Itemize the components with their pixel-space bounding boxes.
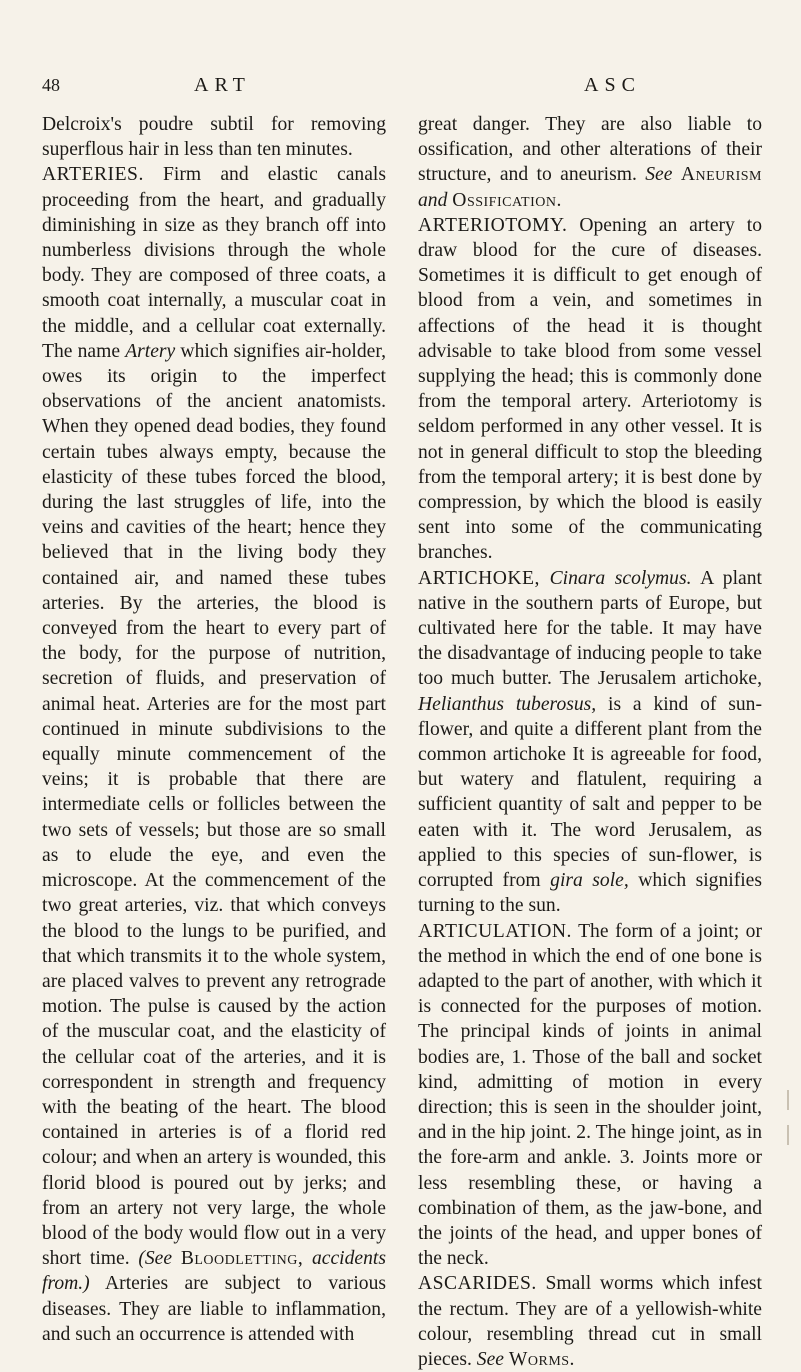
see-open: (See xyxy=(138,1248,173,1270)
entry-continuation-arteries: great danger. They are also liable to ossification, and other alterations of their structure, and to aneurism. See Aneurism and Ossification. xyxy=(418,114,762,211)
cross-reference-worms: Worms. xyxy=(508,1348,575,1370)
entry-articulation: ARTICULATION. The form of a joint; or the method in which the end of one bone is adapted to the part of another, with which it is connected for the purposes of motion. The principal kinds of joints in animal bodies are, 1. Those of the ball and socket kind, admitting of motion in every direction; this is seen in the shoulder joint, and in the hip joint. 2. The hinge joint, as in the fore-arm and ankle. 3. Joints more or less resembling these, or having a combination of them, as the jaw-bone, and the joints of the head, and upper bones of the neck. xyxy=(418,920,762,1270)
entry-arteries: ARTERIES. Firm and elastic canals proceeding from the heart, and gradually diminishing in size as they branch off into numberless divisions through the whole body. They are composed of three coats, a smooth coat internally, a muscular coat in the middle, and a cellular coat externally. The name Artery which signifies air-holder, owes its origin to the imperfect observations of the ancient anatomists. When they opened dead bodies, they found certain tubes always empty, because the elasticity of these tubes forced the blood, during the last struggles of life, into the veins and cavities of the heart; hence they believed that in the living body they contained air, and named these tubes arteries. By the arteries, the blood is conveyed from the heart to every part of the body, for the purpose of nutrition, secretion of fluids, and preservation of animal heat. Arteries are for the most part continued in minute subdivisions to the equally minute commencement of the veins; it is probable that there are intermediate cells or follicles between the two sets of vessels; but those are so small as to elude the eye, and even the microscope. At the commencement of the two great arteries, viz. that which conveys the blood to the lungs to be purified, and that which transmits it to the whole system, are placed valves to prevent any retrograde motion. The pulse is caused by the action of the muscular coat, and the elasticity of the cellular coat of the arteries, and it is correspondent in strength and frequency with the beating of the heart. The blood contained in arteries is of a florid red colour; and when an artery is wounded, this florid blood is poured out by jerks; and from an artery not very large, the whole blood of the body would flow out in a very short time. (See Bloodletting, accidents from.) Arteries are subject to various diseases. They are liable to inflammation, and such an occurrence is attended with xyxy=(42,164,386,1345)
headword-arteries: ARTERIES. xyxy=(42,164,144,186)
headword-artichoke: ARTICHOKE, xyxy=(418,567,540,589)
margin-mark xyxy=(787,1125,789,1145)
entry-ascarides: ASCARIDES. Small worms which infest the rectum. They are of a yellowish-white colour, resembling thread cut in small pieces. See Worms. xyxy=(418,1273,762,1370)
right-column xyxy=(418,112,762,1372)
italic-term-artery: Artery xyxy=(125,340,176,362)
headword-ascarides: ASCARIDES. xyxy=(418,1273,537,1295)
running-header xyxy=(0,74,801,100)
running-head-right: ASC xyxy=(584,74,641,96)
italian-term-gira-sole: gira sole, xyxy=(550,870,629,892)
latin-name-helianthus: Helianthus tuberosus, xyxy=(418,693,597,715)
see-label: See xyxy=(645,164,673,186)
page-number: 48 xyxy=(42,75,60,95)
headword-arteriotomy: ARTERIOTOMY. xyxy=(418,214,568,236)
cross-reference-bloodletting: Bloodletting, xyxy=(180,1248,304,1270)
cross-reference-ossification: Ossification. xyxy=(452,189,562,211)
entry-arteriotomy: ARTERIOTOMY. Opening an artery to draw blood for the cure of diseases. Sometimes it is difficult to get enough of blood from a vein, and sometimes in affections of the head it is thought advisable to take blood from some vessel supplying the head; this is commonly done from the temporal artery. Arteriotomy is seldom performed in any other vessel. It is not in general difficult to stop the bleeding from the temporal artery; it is best done by compression, by which the blood is easily sent into some of the communicating branches. xyxy=(418,214,762,564)
see-italic-accidents: accidents from.) xyxy=(42,1248,386,1295)
see-label: See xyxy=(476,1348,504,1370)
latin-name-cinara: Cinara scolymus. xyxy=(539,567,692,589)
entry-continuation-depilatory: Delcroix's poudre subtil for removing superflous hair in less than ten minutes. xyxy=(42,114,386,161)
headword-articulation: ARTICULATION. xyxy=(418,920,572,942)
entry-artichoke: ARTICHOKE, Cinara scolymus. A plant native in the southern parts of Europe, but cultivated here for the table. It may have the disadvantage of inducing people to take too much butter. The Jerusalem artichoke, Helianthus tuberosus, is a kind of sun-flower, and quite a different plant from the common artichoke It is agreeable for food, but watery and flatulent, requiring a sufficient quantity of salt and pepper to be eaten with it. The word Jerusalem, as applied to this species of sun-flower, is corrupted from gira sole, which signifies turning to the sun. xyxy=(418,567,762,917)
running-head-left: ART xyxy=(194,74,251,96)
cross-reference-aneurism: Aneurism xyxy=(680,164,762,186)
margin-mark xyxy=(787,1090,789,1110)
left-column xyxy=(42,112,386,1347)
